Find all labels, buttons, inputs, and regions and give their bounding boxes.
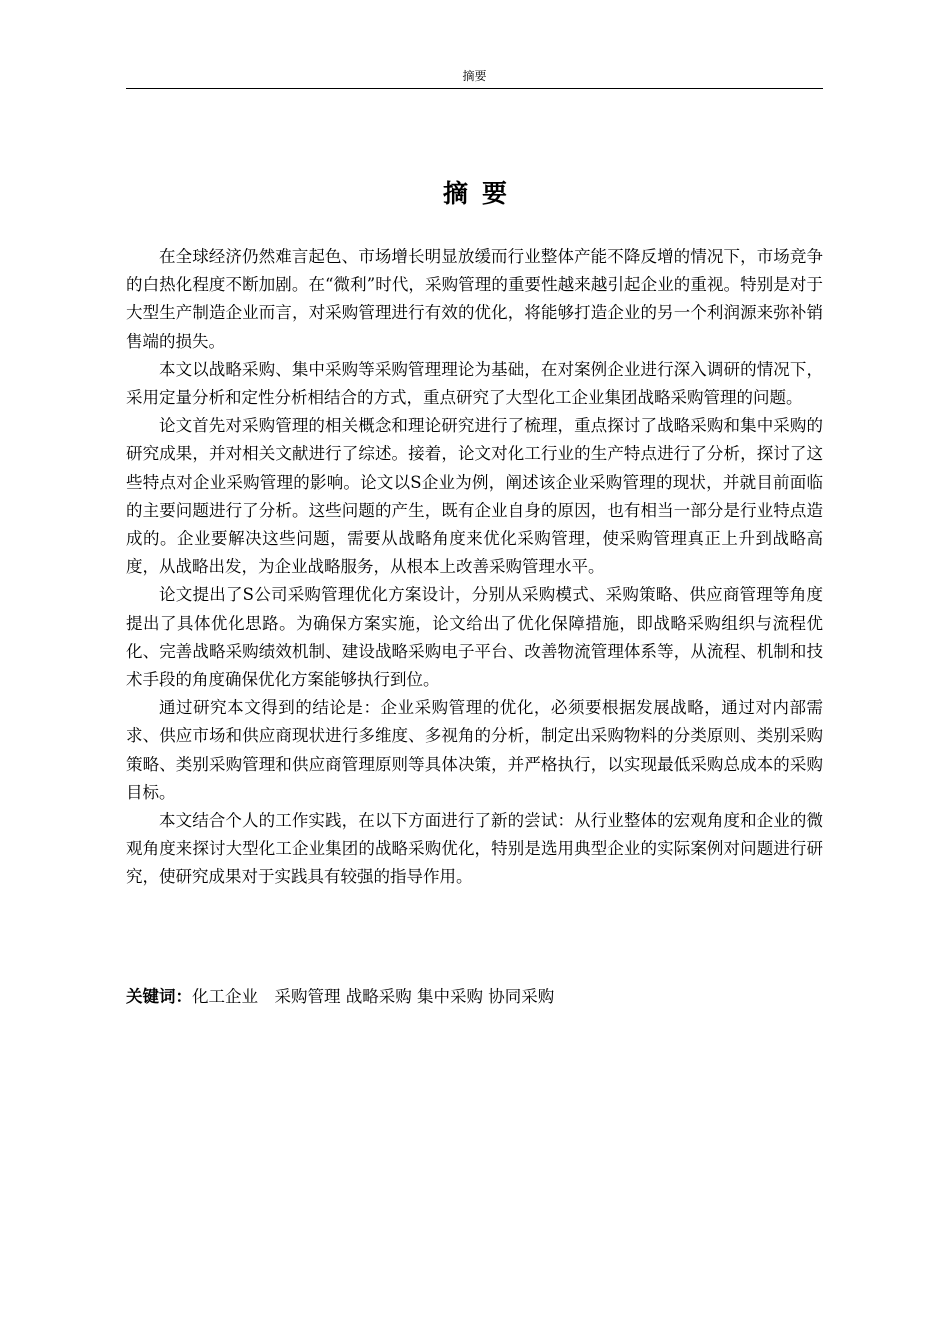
- keywords-value: 化工企业 采购管理 战略采购 集中采购 协同采购: [192, 987, 555, 1006]
- abstract-body: [126, 243, 823, 892]
- running-header: [126, 68, 823, 89]
- running-header-title: 摘要: [462, 69, 487, 83]
- abstract-paragraph: 在全球经济仍然难言起色、市场增长明显放缓而行业整体产能不降反增的情况下，市场竞争的白热化程度不断加剧。在“微利”时代，采购管理的重要性越来越引起企业的重视。特别是对于大型生产制造企业而言，对采购管理进行有效的优化，将能够打造企业的另一个利润源来弥补销售端的损失。: [126, 247, 823, 351]
- keywords-label: 关键词：: [126, 987, 192, 1006]
- abstract-paragraph: 通过研究本文得到的结论是：企业采购管理的优化，必须要根据发展战略，通过对内部需求、供应市场和供应商现状进行多维度、多视角的分析，制定出采购物料的分类原则、类别采购策略、类别采购管理和供应商管理原则等具体决策，并严格执行，以实现最低采购总成本的采购目标。: [126, 698, 823, 802]
- abstract-paragraph: 本文结合个人的工作实践，在以下方面进行了新的尝试：从行业整体的宏观角度和企业的微观角度来探讨大型化工企业集团的战略采购优化，特别是选用典型企业的实际案例对问题进行研究，使研究成果对于实践具有较强的指导作用。: [126, 811, 823, 887]
- abstract-paragraph: 本文以战略采购、集中采购等采购管理理论为基础，在对案例企业进行深入调研的情况下，采用定量分析和定性分析相结合的方式，重点研究了大型化工企业集团战略采购管理的问题。: [126, 359, 823, 408]
- keywords-line: [126, 985, 823, 1009]
- abstract-paragraph: 论文首先对采购管理的相关概念和理论研究进行了梳理，重点探讨了战略采购和集中采购的研究成果，并对相关文献进行了综述。接着，论文对化工行业的生产特点进行了分析，探讨了这些特点对企业采购管理的影响。论文以S企业为例，阐述该企业采购管理的现状，并就目前面临的主要问题进行了分析。这些问题的产生，既有企业自身的原因，也有相当一部分是行业特点造成的。企业要解决这些问题，需要从战略角度来优化采购管理，使采购管理真正上升到战略高度，从战略出发，为企业战略服务，从根本上改善采购管理水平。: [126, 416, 823, 577]
- abstract-paragraph: 论文提出了S公司采购管理优化方案设计，分别从采购模式、采购策略、供应商管理等角度提出了具体优化思路。为确保方案实施，论文给出了优化保障措施，即战略采购组织与流程优化、完善战略采购绩效机制、建设战略采购电子平台、改善物流管理体系等，从流程、机制和技术手段的角度确保优化方案能够执行到位。: [126, 585, 823, 690]
- page-title: 摘要: [442, 179, 521, 208]
